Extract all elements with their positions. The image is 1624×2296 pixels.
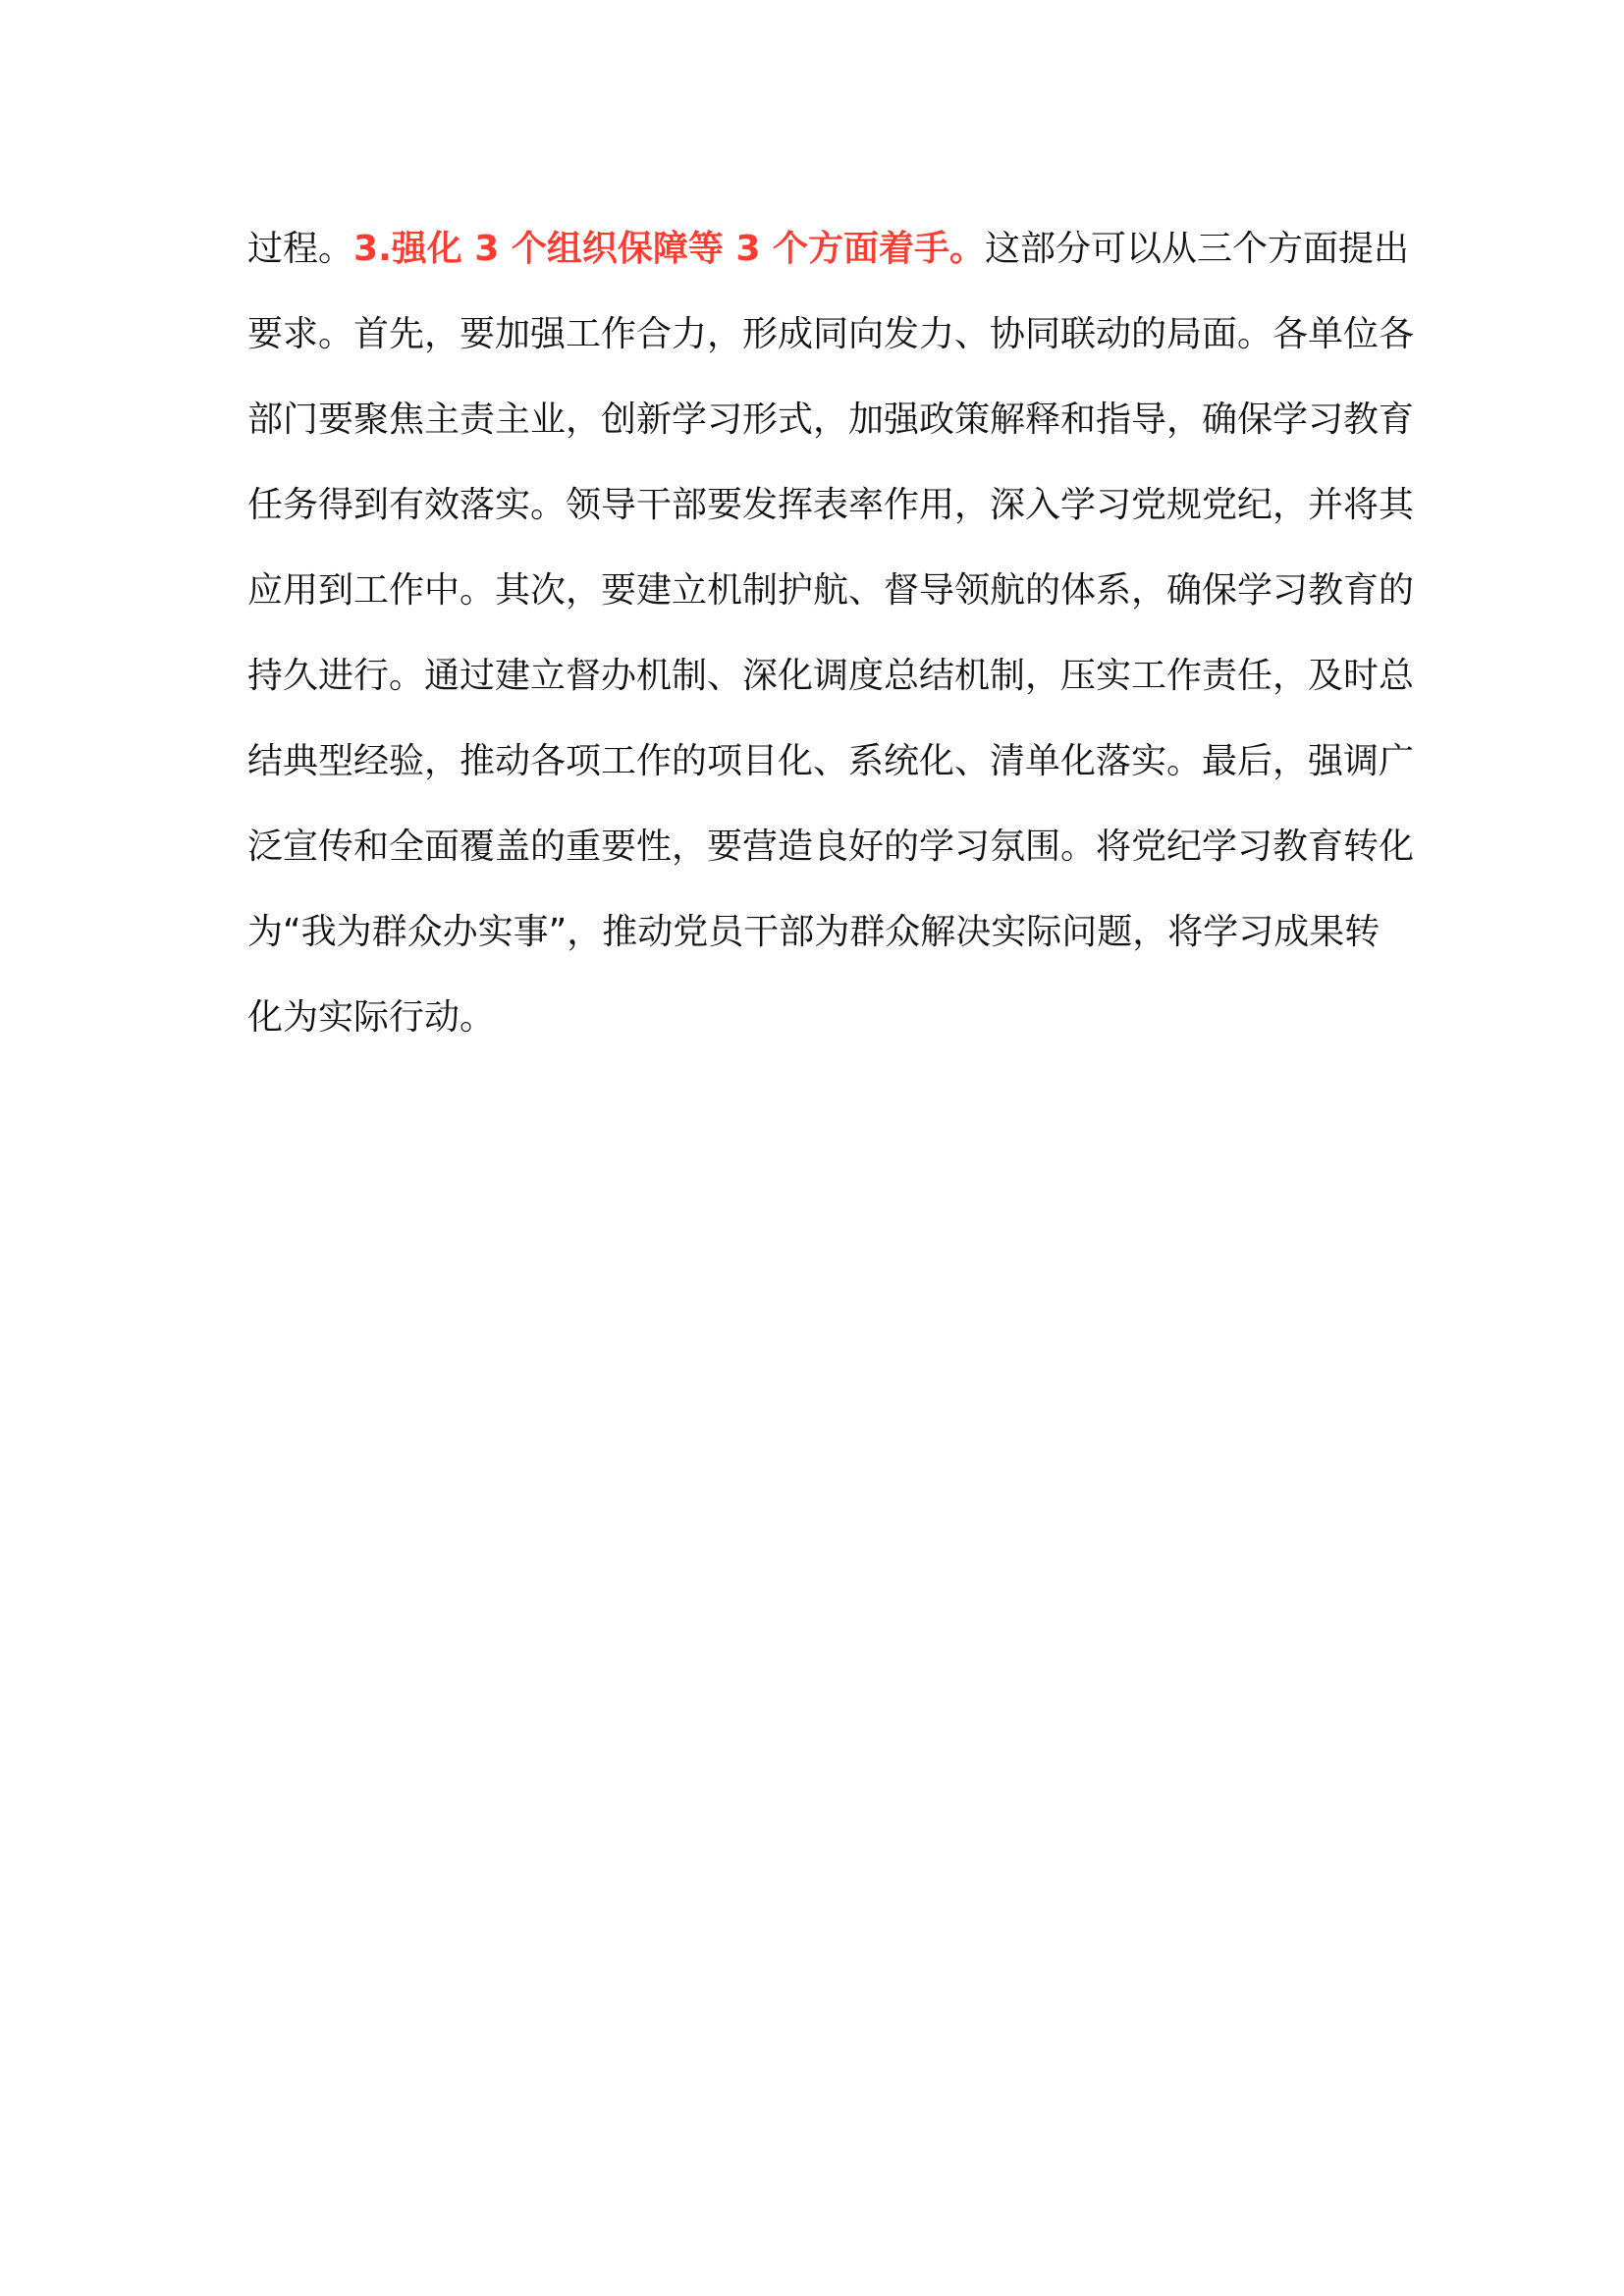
text-line-5: 应用到工作中。其次，要建立机制护航、督导领航的体系，确保学习教育的 [247, 570, 1415, 611]
text-line-9: 为“我为群众办实事”，推动党员干部为群众解决实际问题，将学习成果转 [247, 912, 1380, 952]
highlighted-heading: 3.强化 3 个组织保障等 3 个方面着手。 [353, 229, 985, 269]
text-line-1 [247, 228, 1409, 313]
text-line-3: 部门要聚焦主责主业，创新学习形式，加强政策解释和指导，确保学习教育 [247, 400, 1415, 440]
text-line-8: 泛宣传和全面覆盖的重要性，要营造良好的学习氛围。将党纪学习教育转化 [247, 827, 1415, 867]
text-line-4: 任务得到有效落实。领导干部要发挥表率作用，深入学习党规党纪，并将其 [247, 485, 1415, 525]
text-segment-suffix: 这部分可以从三个方面提出 [984, 229, 1409, 269]
text-line-10: 化为实际行动。 [247, 997, 496, 1038]
text-segment-prefix: 过程。 [247, 229, 354, 269]
text-line-2: 要求。首先，要加强工作合力，形成同向发力、协同联动的局面。各单位各 [247, 314, 1415, 354]
paragraph [247, 228, 1415, 1082]
text-line-6: 持久进行。通过建立督办机制、深化调度总结机制，压实工作责任，及时总 [247, 656, 1415, 696]
text-line-7: 结典型经验，推动各项工作的项目化、系统化、清单化落实。最后，强调广 [247, 741, 1415, 781]
